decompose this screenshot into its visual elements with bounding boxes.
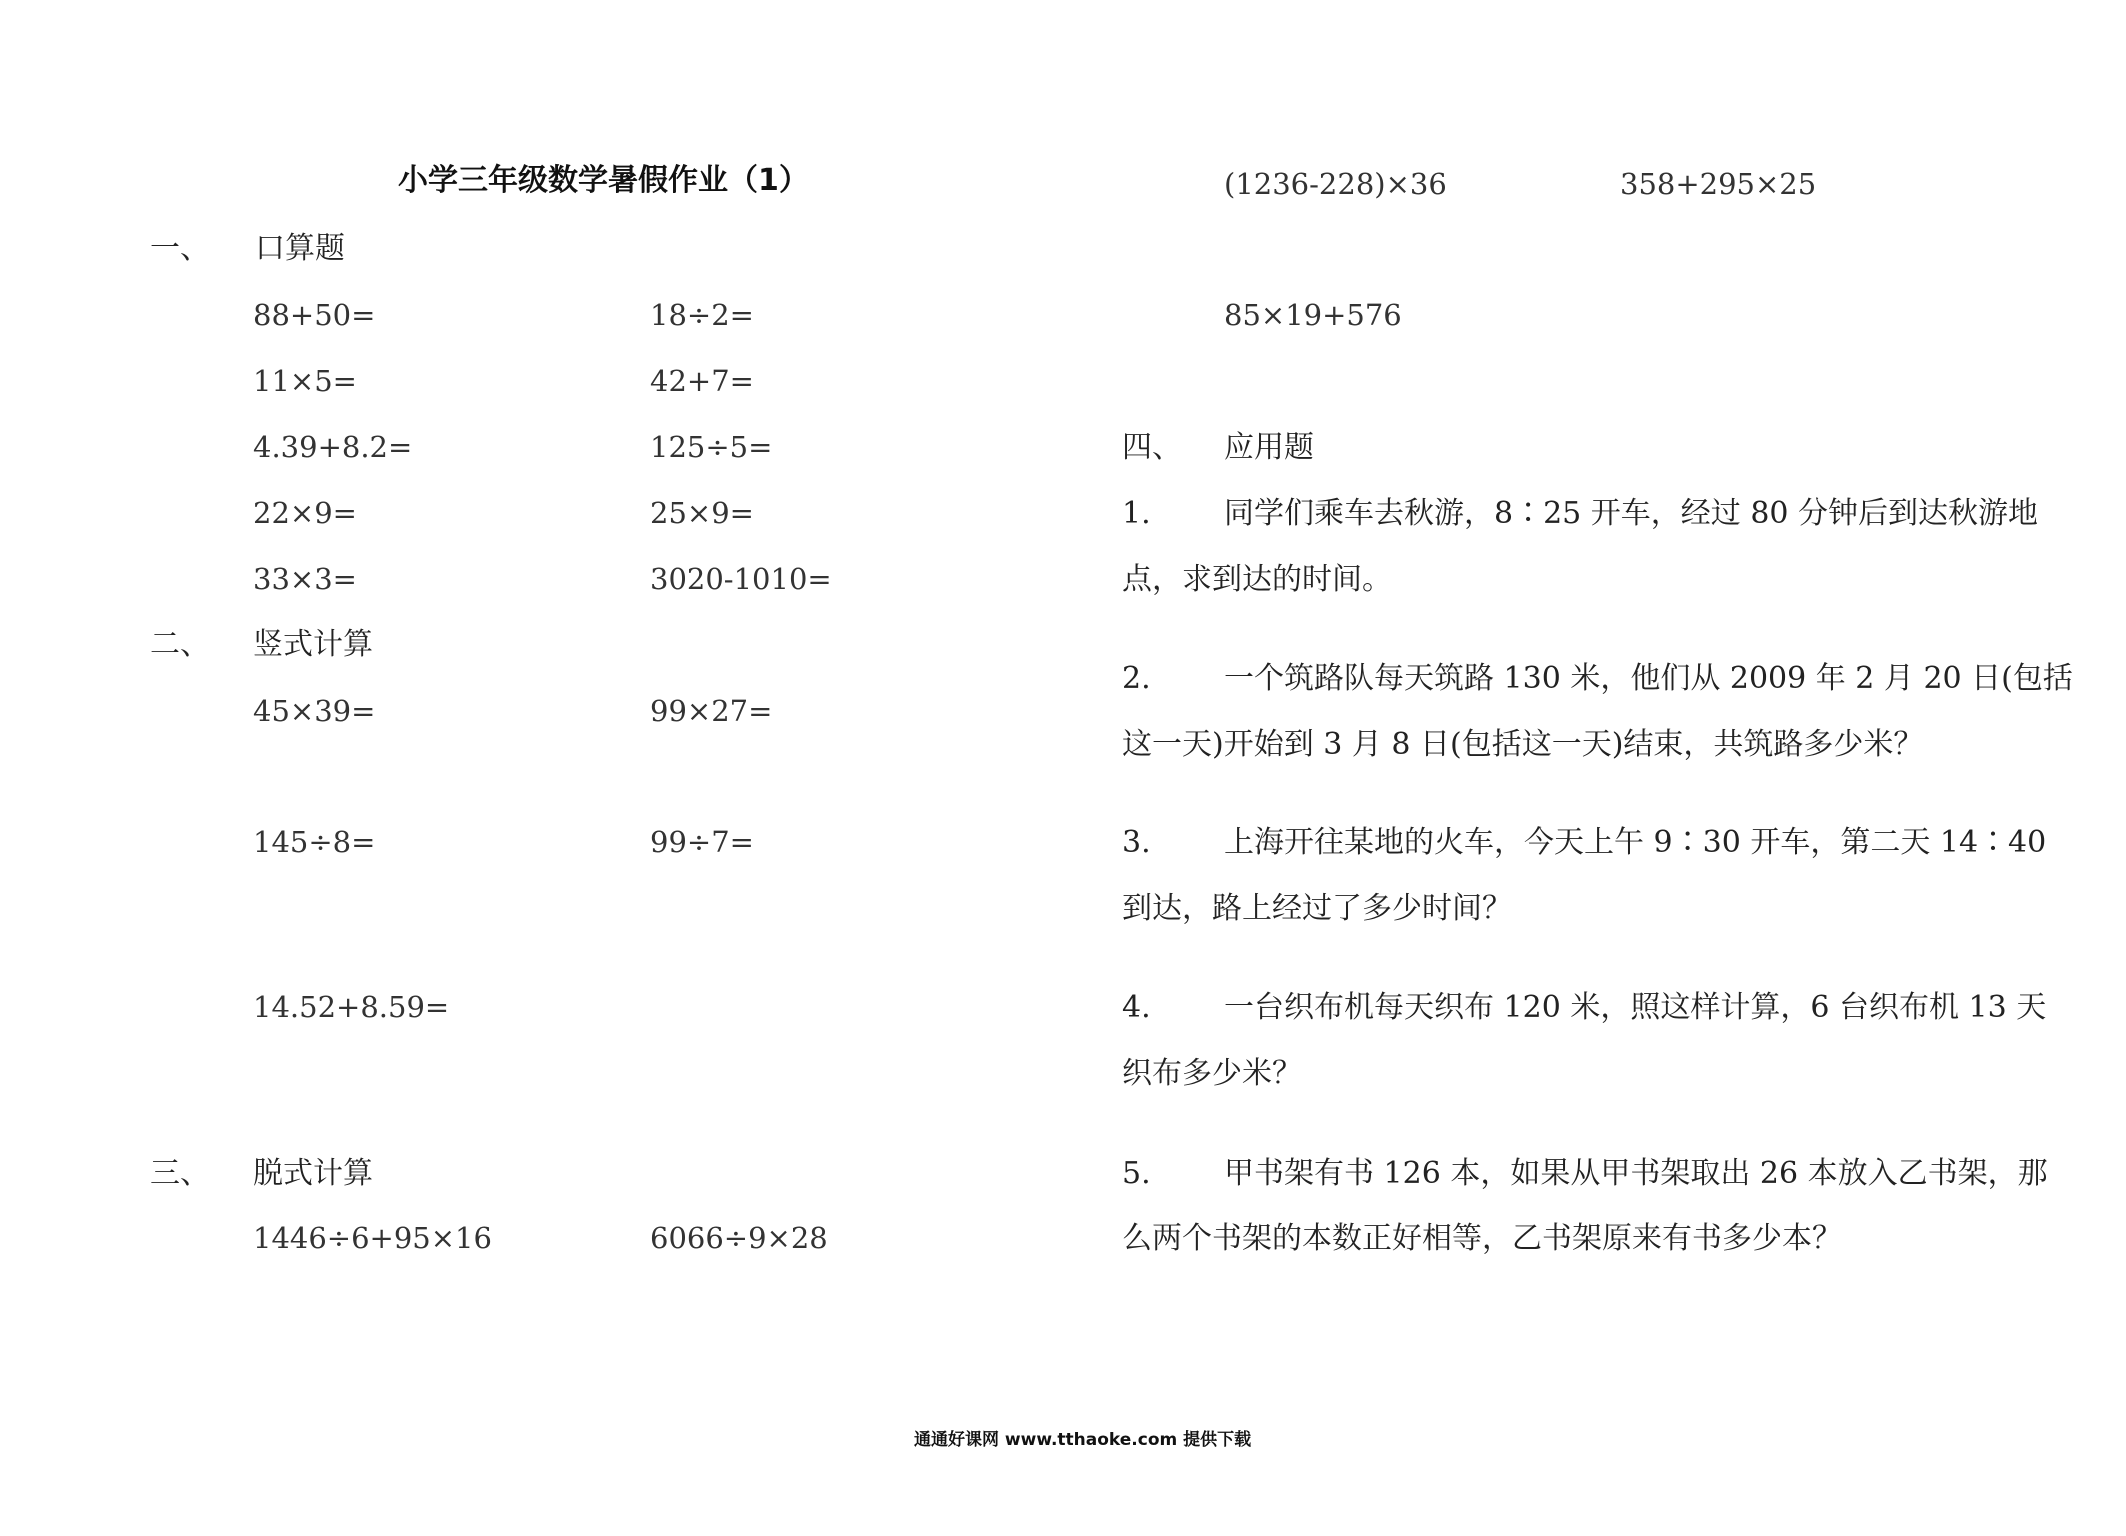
stepwise-expression: 6066÷9×28 bbox=[650, 1221, 828, 1255]
section-number-1: 一、 bbox=[150, 231, 210, 266]
problem-text-line: 一个筑路队每天筑路 130 米，他们从 2009 年 2 月 20 日(包括 bbox=[1224, 661, 2073, 696]
problem-text-line: 织布多少米？ bbox=[1122, 1056, 1302, 1091]
problem-text-line: 到达，路上经过了多少时间？ bbox=[1122, 891, 1512, 926]
stepwise-expression: 85×19+576 bbox=[1224, 298, 1402, 332]
oral-expression: 18÷2= bbox=[650, 298, 754, 332]
oral-expression: 3020-1010= bbox=[650, 562, 832, 596]
vertical-expression: 14.52+8.59= bbox=[253, 990, 450, 1024]
oral-expression: 4.39+8.2= bbox=[253, 430, 413, 464]
stepwise-expression: 1446÷6+95×16 bbox=[253, 1221, 492, 1255]
problem-text-line: 这一天)开始到 3 月 8 日(包括这一天)结束，共筑路多少米？ bbox=[1122, 727, 1924, 762]
section-label-stepwise: 脱式计算 bbox=[253, 1156, 373, 1191]
problem-text-line: 一台织布机每天织布 120 米，照这样计算，6 台织布机 13 天 bbox=[1224, 990, 2047, 1025]
section-number-3: 三、 bbox=[150, 1156, 210, 1191]
vertical-expression: 99×27= bbox=[650, 694, 773, 728]
page-title: 小学三年级数学暑假作业（1） bbox=[398, 163, 809, 198]
oral-expression: 42+7= bbox=[650, 364, 754, 398]
problem-number: 2. bbox=[1122, 661, 1151, 696]
stepwise-expression: 358+295×25 bbox=[1620, 167, 1817, 201]
problem-text-line: 么两个书架的本数正好相等，乙书架原来有书多少本？ bbox=[1122, 1221, 1842, 1256]
oral-expression: 88+50= bbox=[253, 298, 376, 332]
problem-number: 5. bbox=[1122, 1156, 1151, 1191]
vertical-expression: 45×39= bbox=[253, 694, 376, 728]
oral-expression: 22×9= bbox=[253, 496, 357, 530]
stepwise-expression: (1236-228)×36 bbox=[1224, 167, 1447, 201]
section-label-vertical: 竖式计算 bbox=[253, 627, 373, 662]
section-number-2: 二、 bbox=[150, 627, 210, 662]
problem-text-line: 上海开往某地的火车，今天上午 9∶30 开车，第二天 14∶40 bbox=[1224, 825, 2047, 860]
vertical-expression: 145÷8= bbox=[253, 825, 376, 859]
problem-text-line: 甲书架有书 126 本，如果从甲书架取出 26 本放入乙书架，那 bbox=[1224, 1156, 2048, 1191]
problem-number: 1. bbox=[1122, 496, 1151, 531]
oral-expression: 125÷5= bbox=[650, 430, 773, 464]
section-number-4: 四、 bbox=[1122, 430, 1182, 465]
footer-credit: 通通好课网 www.tthaoke.com 提供下载 bbox=[914, 1430, 1252, 1450]
oral-expression: 11×5= bbox=[253, 364, 357, 398]
oral-expression: 33×3= bbox=[253, 562, 357, 596]
problem-number: 4. bbox=[1122, 990, 1151, 1025]
oral-expression: 25×9= bbox=[650, 496, 754, 530]
problem-text-line: 点，求到达的时间。 bbox=[1122, 562, 1392, 597]
problem-text-line: 同学们乘车去秋游，8∶25 开车，经过 80 分钟后到达秋游地 bbox=[1224, 496, 2039, 531]
section-label-oral: 口算题 bbox=[255, 231, 345, 266]
section-label-word-problems: 应用题 bbox=[1224, 430, 1314, 465]
vertical-expression: 99÷7= bbox=[650, 825, 754, 859]
problem-number: 3. bbox=[1122, 825, 1151, 860]
